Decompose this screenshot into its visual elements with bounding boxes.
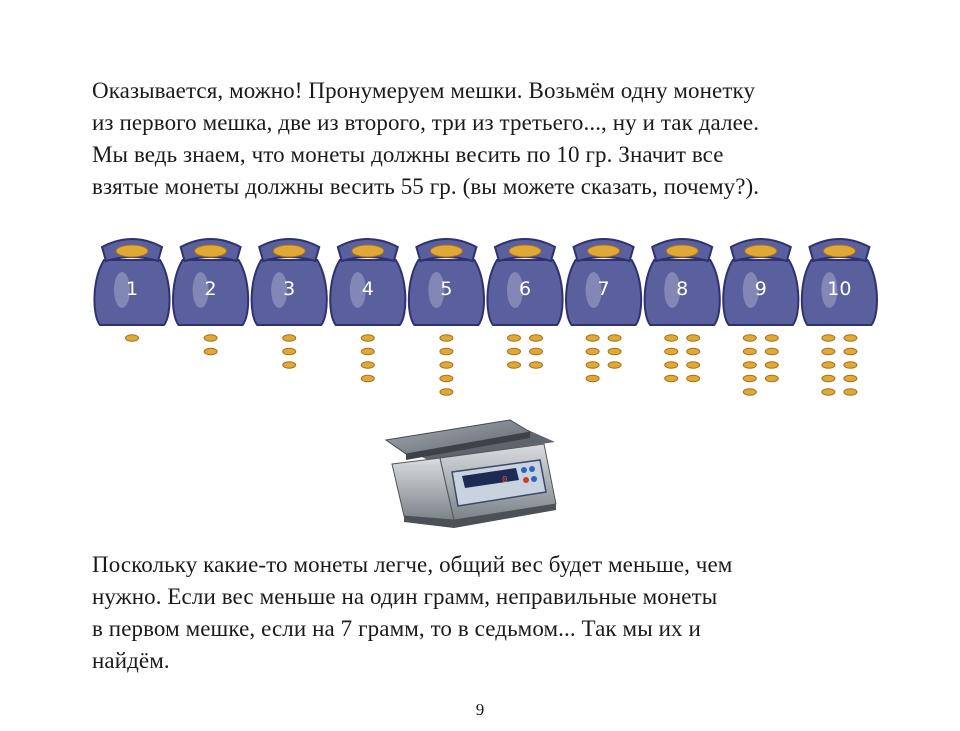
coin bbox=[844, 335, 857, 341]
coin bbox=[361, 335, 374, 341]
coin bbox=[743, 335, 756, 341]
scale-illustration bbox=[380, 408, 565, 550]
coin bbox=[126, 335, 139, 341]
coin bbox=[440, 375, 453, 381]
text-line: из первого мешка, две из второго, три из третьего..., ну и так далее. bbox=[92, 110, 760, 135]
coin bbox=[586, 335, 599, 341]
text-line: нужно. Если вес меньше на один грамм, неправильные монеты bbox=[92, 584, 718, 609]
coin bbox=[508, 348, 521, 354]
text-line: Мы ведь знаем, что монеты должны весить по 10 гр. Значит все bbox=[92, 142, 724, 167]
coin bbox=[844, 389, 857, 395]
coin bbox=[844, 375, 857, 381]
coin bbox=[822, 335, 835, 341]
coin bbox=[361, 362, 374, 368]
coin bbox=[844, 362, 857, 368]
bag bbox=[566, 239, 641, 325]
bags-illustration bbox=[0, 225, 960, 400]
gold-pile bbox=[273, 245, 305, 257]
coin bbox=[822, 375, 835, 381]
bag bbox=[252, 239, 327, 325]
bag-number: 4 bbox=[361, 278, 374, 300]
coin bbox=[765, 362, 778, 368]
coin bbox=[844, 348, 857, 354]
coin bbox=[743, 389, 756, 395]
bag-number: 7 bbox=[597, 278, 610, 300]
coin bbox=[687, 375, 700, 381]
bag bbox=[94, 239, 169, 325]
coin bbox=[822, 389, 835, 395]
coin bbox=[440, 389, 453, 395]
text-line: Поскольку какие-то монеты легче, общий вес будет меньше, чем bbox=[92, 552, 733, 577]
coin bbox=[361, 348, 374, 354]
coin bbox=[530, 335, 543, 341]
coin bbox=[530, 348, 543, 354]
bag bbox=[409, 239, 484, 325]
coin bbox=[608, 362, 621, 368]
gold-pile bbox=[195, 245, 227, 257]
coin bbox=[743, 375, 756, 381]
coin bbox=[440, 335, 453, 341]
coin bbox=[608, 348, 621, 354]
coin bbox=[440, 362, 453, 368]
coin bbox=[440, 348, 453, 354]
coin bbox=[361, 375, 374, 381]
gold-pile bbox=[352, 245, 384, 257]
coin bbox=[665, 375, 678, 381]
gold-pile bbox=[509, 245, 541, 257]
gold-pile bbox=[823, 245, 855, 257]
paragraph-top bbox=[92, 75, 892, 203]
coin bbox=[665, 335, 678, 341]
bag bbox=[330, 239, 405, 325]
coin bbox=[608, 335, 621, 341]
coin bbox=[687, 348, 700, 354]
coin bbox=[687, 335, 700, 341]
gold-pile bbox=[745, 245, 777, 257]
coin bbox=[765, 335, 778, 341]
gold-pile bbox=[666, 245, 698, 257]
coin bbox=[508, 362, 521, 368]
coin bbox=[530, 362, 543, 368]
coin bbox=[586, 362, 599, 368]
coin bbox=[665, 362, 678, 368]
gold-pile bbox=[116, 245, 148, 257]
coin bbox=[687, 362, 700, 368]
page-number: 9 bbox=[475, 700, 485, 719]
bag bbox=[173, 239, 248, 325]
coin bbox=[586, 375, 599, 381]
coin bbox=[204, 335, 217, 341]
coin bbox=[765, 348, 778, 354]
coin bbox=[508, 335, 521, 341]
coin bbox=[283, 362, 296, 368]
gold-pile bbox=[430, 245, 462, 257]
coin bbox=[283, 335, 296, 341]
bag-number: 6 bbox=[518, 278, 532, 300]
coin bbox=[743, 362, 756, 368]
text-line: найдём. bbox=[92, 648, 170, 673]
bag-number: 2 bbox=[204, 278, 217, 300]
bag bbox=[723, 239, 798, 325]
gold-pile bbox=[588, 245, 620, 257]
coin bbox=[665, 348, 678, 354]
coin bbox=[822, 362, 835, 368]
coin bbox=[765, 375, 778, 381]
bag bbox=[802, 239, 877, 325]
paragraph-bottom bbox=[92, 549, 882, 677]
bag-number: 3 bbox=[283, 278, 296, 300]
bag bbox=[487, 239, 562, 325]
bag bbox=[645, 239, 720, 325]
bag-number: 9 bbox=[754, 278, 767, 300]
text-line: взятые монеты должны весить 55 гр. (вы можете сказать, почему?). bbox=[92, 174, 760, 199]
bag-number: 8 bbox=[676, 278, 689, 300]
text-line: Оказывается, можно! Пронумеруем мешки. Возьмём одну монетку bbox=[92, 78, 756, 103]
bag-number: 1 bbox=[125, 278, 139, 300]
bag-number: 10 bbox=[827, 278, 852, 300]
coin bbox=[822, 348, 835, 354]
bag-number: 5 bbox=[440, 278, 453, 300]
scale-display-value: 0 bbox=[502, 475, 508, 485]
coin bbox=[743, 348, 756, 354]
coin bbox=[204, 348, 217, 354]
text-line: в первом мешке, если на 7 грамм, то в седьмом... Так мы их и bbox=[92, 616, 701, 641]
coin bbox=[586, 348, 599, 354]
coin bbox=[283, 348, 296, 354]
